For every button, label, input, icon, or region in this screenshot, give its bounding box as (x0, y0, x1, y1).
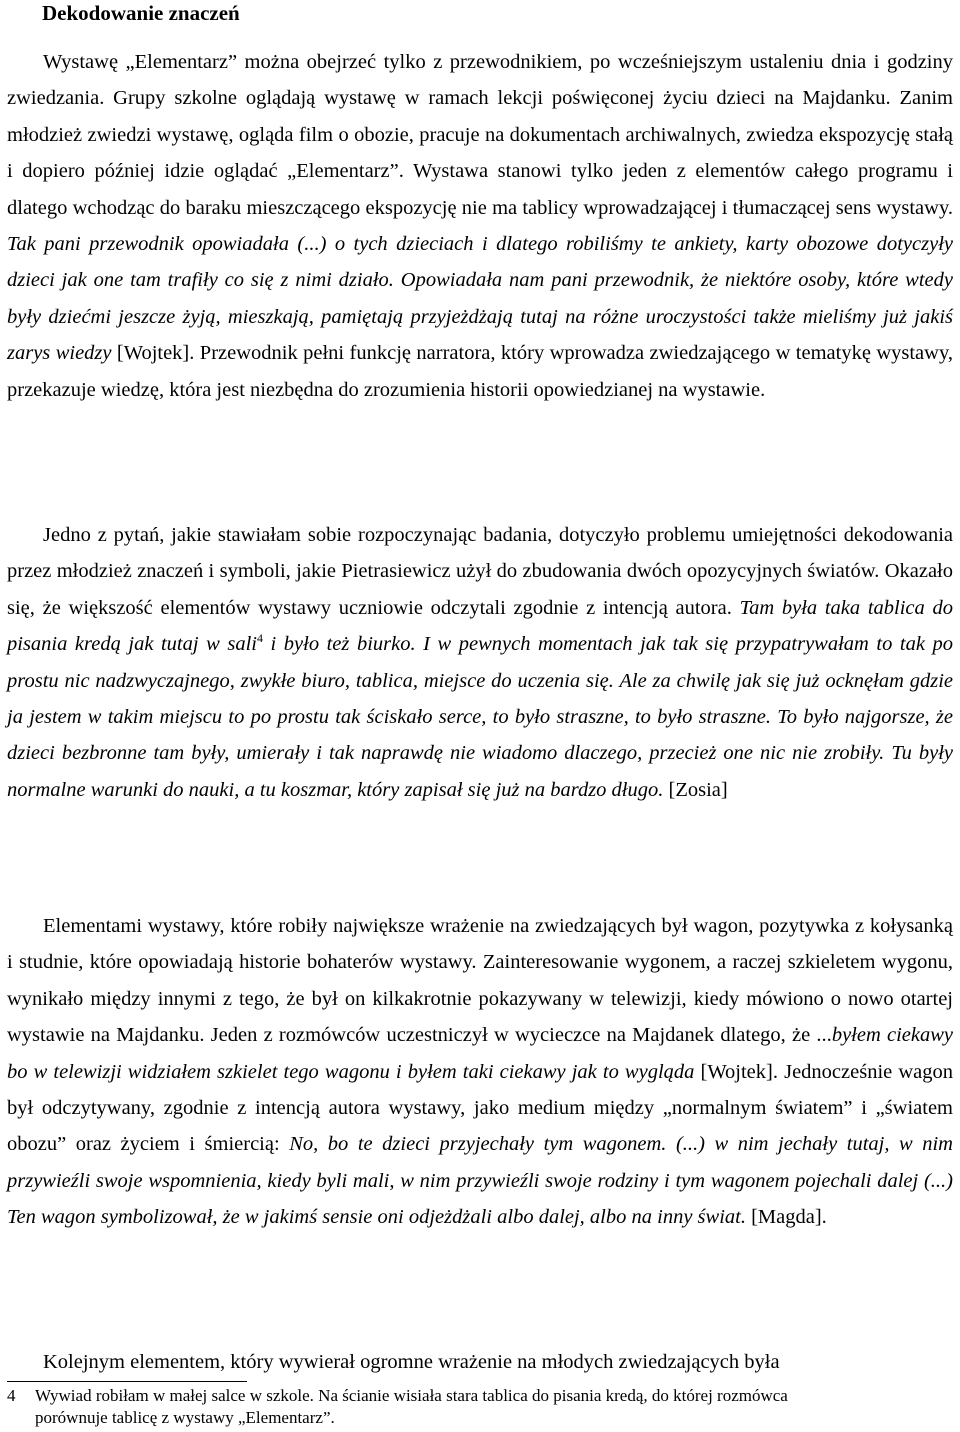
paragraph-3-text-a: Elementami wystawy, które robiły największe wrażenie na zwiedzających był wagon, pozytywka z kołysanką i studnie, które opowiadają historie bohaterów wystawy. Zainteresowanie wygonem, a raczej szkieletem wygonu, wynikało między innymi z tego, że był on kilkakrotnie pokazywany w telewizji, kiedy mówiono o nowo otartej wystawie na Majdanku. Jeden z rozmówców uczestniczył w wycieczce na Majdanek dlatego, że ... (7, 915, 953, 1047)
section-heading: Dekodowanie znaczeń (42, 1, 240, 25)
paragraph-2-quote-a: Tam była taka tablica do pisania kredą jak tutaj w sali (7, 596, 953, 656)
paragraph-2-text-b: [Zosia] (663, 778, 728, 801)
paragraph-2-text-a: Jedno z pytań, jakie stawiałam sobie rozpoczynając badania, dotyczyło problemu umiejętności dekodowania przez młodzież znaczeń i symboli, jakie Pietrasiewicz użył do zbudowania dwóch opozycyjnych światów. Okazało się, że większość elementów wystawy uczniowie odczytali zgodnie z intencją autora. (7, 524, 953, 619)
paragraph-1-text-b: [Wojtek]. Przewodnik pełni funkcję narratora, który wprowadza zwiedzającego w tematykę wystawy, przekazuje wiedzę, która jest niezbędna do zrozumienia historii opowiedzianej na wystawie. (7, 342, 954, 401)
paragraph-3 (7, 908, 953, 1236)
footnote-separator (7, 1381, 247, 1382)
footnote-reference: 4 (256, 631, 263, 646)
paragraph-3-text-b: [Wojtek]. Jednocześnie wagon był odczytywany, zgodnie z intencją autora wystawy, jako medium między „normalnym światem” i „światem obozu” oraz życiem i śmiercią: (7, 1060, 953, 1156)
footnote-line-2 (7, 1407, 953, 1429)
paragraph-1-quote: Tak pani przewodnik opowiadała (...) o tych dzieciach i dlatego robiliśmy te ankiety, karty obozowe dotyczyły dzieci jak one tam trafiły co się z nimi działo. Opowiadała nam pani przewodnik, że niektóre osoby, które wtedy były dziećmi jeszcze żyją, mieszkają, pamiętają przyjeżdżają tutaj na różne uroczystości także mieliśmy już jakiś zarys wiedzy (7, 233, 953, 365)
paragraph-3-quote-b: No, bo te dzieci przyjechały tym wagonem. (...) w nim jechały tutaj, w nim przywieźli swoje wspomnienia, kiedy byli mali, w nim przywieźli swoje rodziny i tym wagonem pojechali dalej (...) Ten wagon symbolizował, że w jakimś sensie oni odjeżdżali albo dalej, albo na inny świat. (7, 1133, 953, 1229)
paragraph-4-text: Kolejnym elementem, który wywierał ogromne wrażenie na młodych zwiedzających była (43, 1351, 780, 1373)
paragraph-1-text-a: Wystawę „Elementarz” można obejrzeć tylko z przewodnikiem, po wcześniejszym ustaleniu dnia i godziny zwiedzania. Grupy szkolne oglądają wystawę w ramach lekcji poświęconej życiu dzieci na Majdanku. Zanim młodzież zwiedzi wystawę, ogląda film o obozie, pracuje na dokumentach archiwalnych, zwiedza ekspozycję stałą i dopiero później idzie oglądać „Elementarz”. Wystawa stanowi tylko jeden z elementów całego programu i dlatego wchodząc do baraku mieszczącego ekspozycję nie ma tablicy wprowadzającej i tłumaczącej sens wystawy. (7, 51, 953, 219)
paragraph-2 (7, 517, 953, 808)
footnote-text-2: porównuje tablicę z wystawy „Elementarz”. (35, 1408, 335, 1427)
paragraph-3-quote-a: byłem ciekawy bo w telewizji widziałem szkielet tego wagonu i byłem taki ciekawy jak to wygląda (7, 1024, 953, 1083)
footnote-line-1 (7, 1385, 953, 1407)
paragraph-1 (7, 44, 953, 408)
footnote-text-1: Wywiad robiłam w małej salce w szkole. Na ścianie wisiała stara tablica do pisania kredą, do której rozmówca (35, 1386, 788, 1405)
footnote (7, 1385, 953, 1429)
paragraph-3-text-c: [Magda]. (745, 1206, 827, 1229)
footnote-number: 4 (7, 1386, 16, 1405)
paragraph-2-quote-b: i było też biurko. I w pewnych momentach jak tak się przypatrywałam to tak po prostu nic nadzwyczajnego, zwykłe biuro, tablica, miejsce do uczenia się. Ale za chwilę jak się już ocknęłam gdzie ja jestem w takim miejscu to po prostu tak ściskało serce, to było straszne, to było straszne. To było najgorsze, że dzieci bezbronne tam były, umierały i tak naprawdę nie wiadomo dlaczego, przecież one nic nie zrobiły. Tu były normalne warunki do nauki, a tu koszmar, który zapisał się już na bardzo długo. (7, 633, 953, 801)
paragraph-4 (7, 1344, 953, 1380)
